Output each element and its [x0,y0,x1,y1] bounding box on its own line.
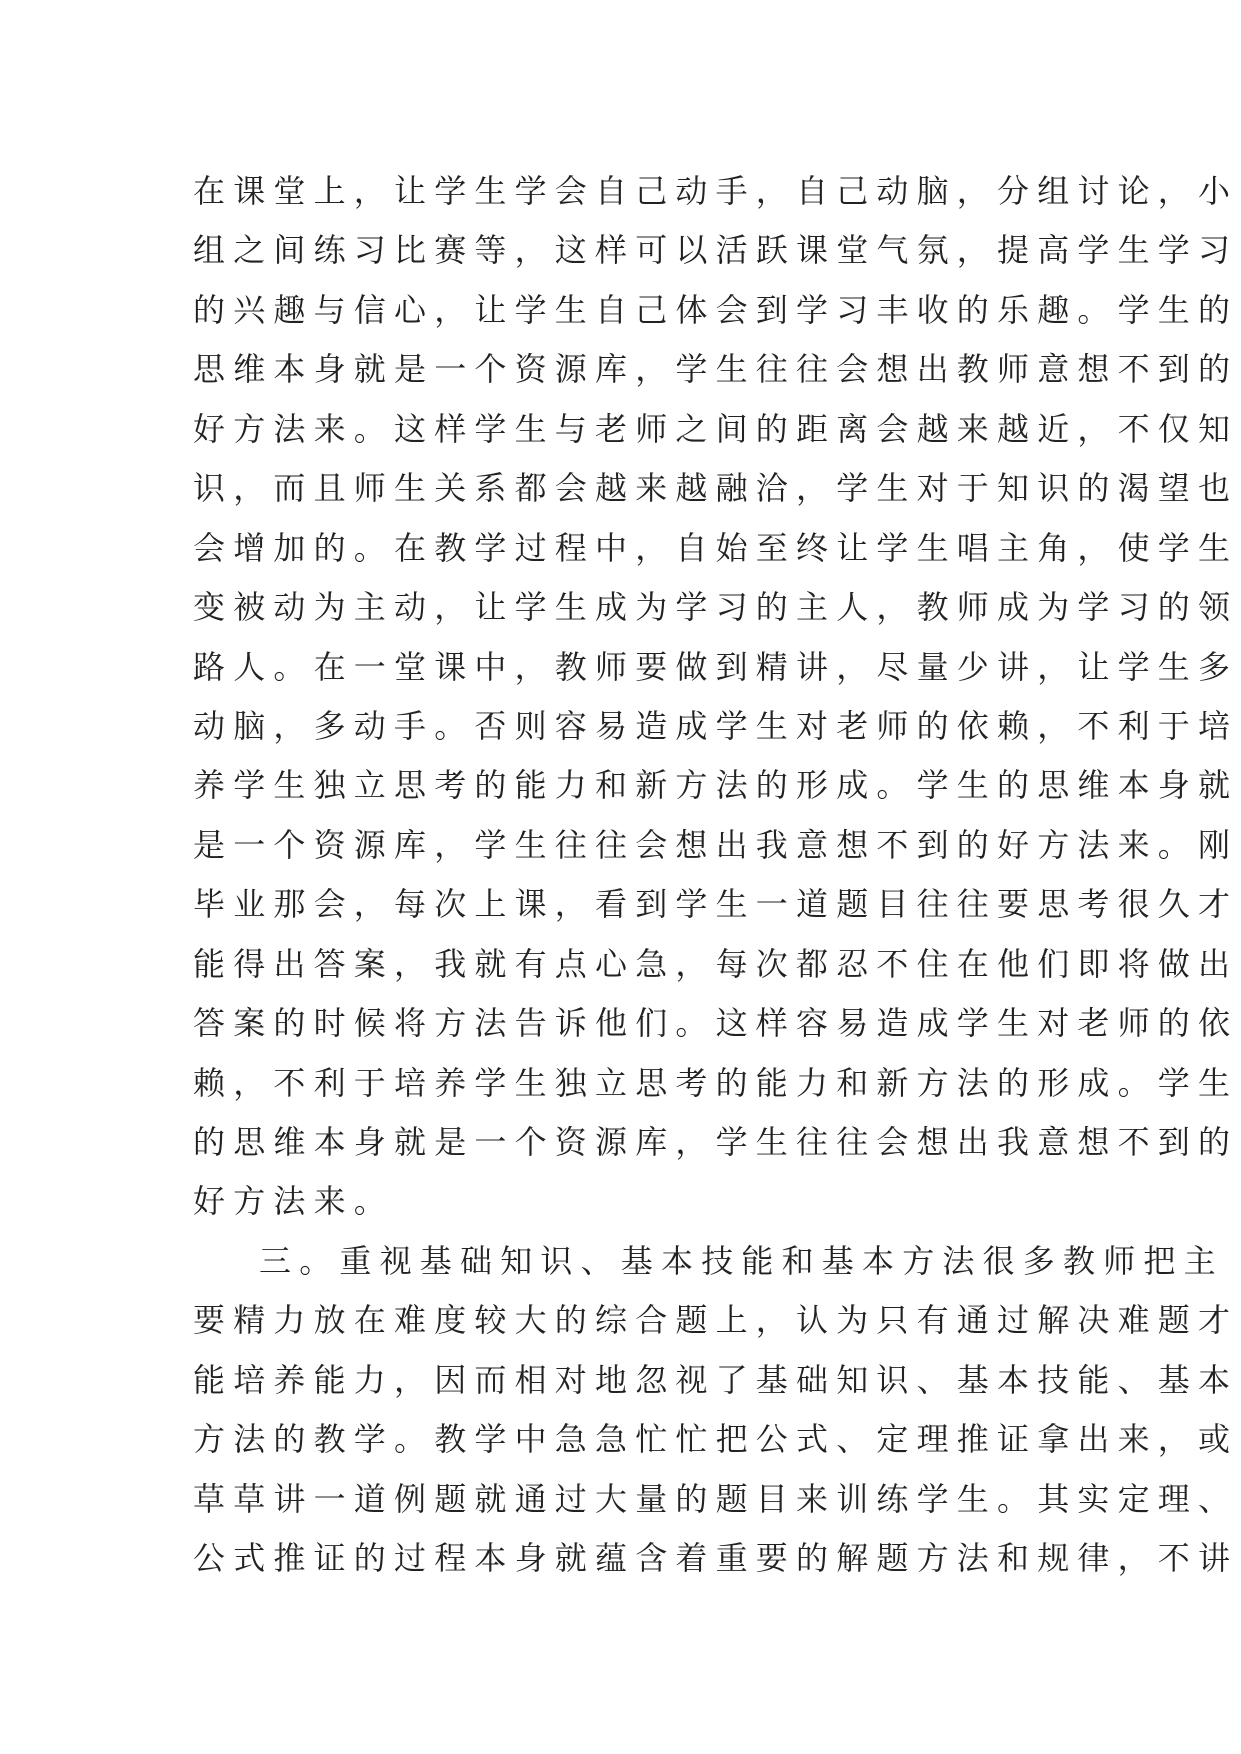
text-line: 的兴趣与信心，让学生自己体会到学习丰收的乐趣。学生的 [193,290,1239,329]
text-line: 识，而且师生关系都会越来越融洽，学生对于知识的渴望也 [193,469,1239,508]
paragraph-2 [193,1232,1239,1589]
text-line: 会增加的。在教学过程中，自始至终让学生唱主角，使学生 [193,528,1239,567]
text-line: 公式推证的过程本身就蕴含着重要的解题方法和规律，不讲 [193,1539,1239,1578]
text-line: 能培养能力，因而相对地忽视了基础知识、基本技能、基本 [193,1360,1239,1399]
text-line: 毕业那会，每次上课，看到学生一道题目往往要思考很久才 [193,885,1239,924]
text-line: 思维本身就是一个资源库，学生往往会想出教师意想不到的 [193,350,1239,389]
text-line: 路人。在一堂课中，教师要做到精讲，尽量少讲，让学生多 [193,647,1239,686]
text-line: 组之间练习比赛等，这样可以活跃课堂气氛，提高学生学习 [193,231,1239,270]
text-line: 好方法来。 [193,1182,395,1221]
text-line: 要精力放在难度较大的综合题上，认为只有通过解决难题才 [193,1301,1239,1340]
text-line: 草草讲一道例题就通过大量的题目来训练学生。其实定理、 [193,1479,1239,1518]
text-line: 动脑，多动手。否则容易造成学生对老师的依赖，不利于培 [193,706,1239,745]
text-line: 的思维本身就是一个资源库，学生往往会想出我意想不到的 [193,1123,1239,1161]
text-line: 能得出答案，我就有点心急，每次都忍不住在他们即将做出 [193,944,1239,983]
text-line: 变被动为主动，让学生成为学习的主人，教师成为学习的领 [193,588,1239,627]
text-line: 方法的教学。教学中急急忙忙把公式、定理推证拿出来，或 [193,1420,1239,1459]
paragraph-1 [193,162,1239,1232]
text-line: 在课堂上，让学生学会自己动手，自己动脑，分组讨论，小 [193,172,1239,210]
text-line: 好方法来。这样学生与老师之间的距离会越来越近，不仅知 [193,409,1239,448]
document-body [193,162,1239,1589]
text-line-indented: 三。重视基础知识、基本技能和基本方法很多教师把主 [259,1241,1224,1280]
text-line: 是一个资源库，学生往往会想出我意想不到的好方法来。刚 [193,825,1239,864]
text-line: 答案的时候将方法告诉他们。这样容易造成学生对老师的依 [193,1004,1239,1043]
text-line: 赖，不利于培养学生独立思考的能力和新方法的形成。学生 [193,1063,1239,1102]
text-line: 养学生独立思考的能力和新方法的形成。学生的思维本身就 [193,766,1239,805]
